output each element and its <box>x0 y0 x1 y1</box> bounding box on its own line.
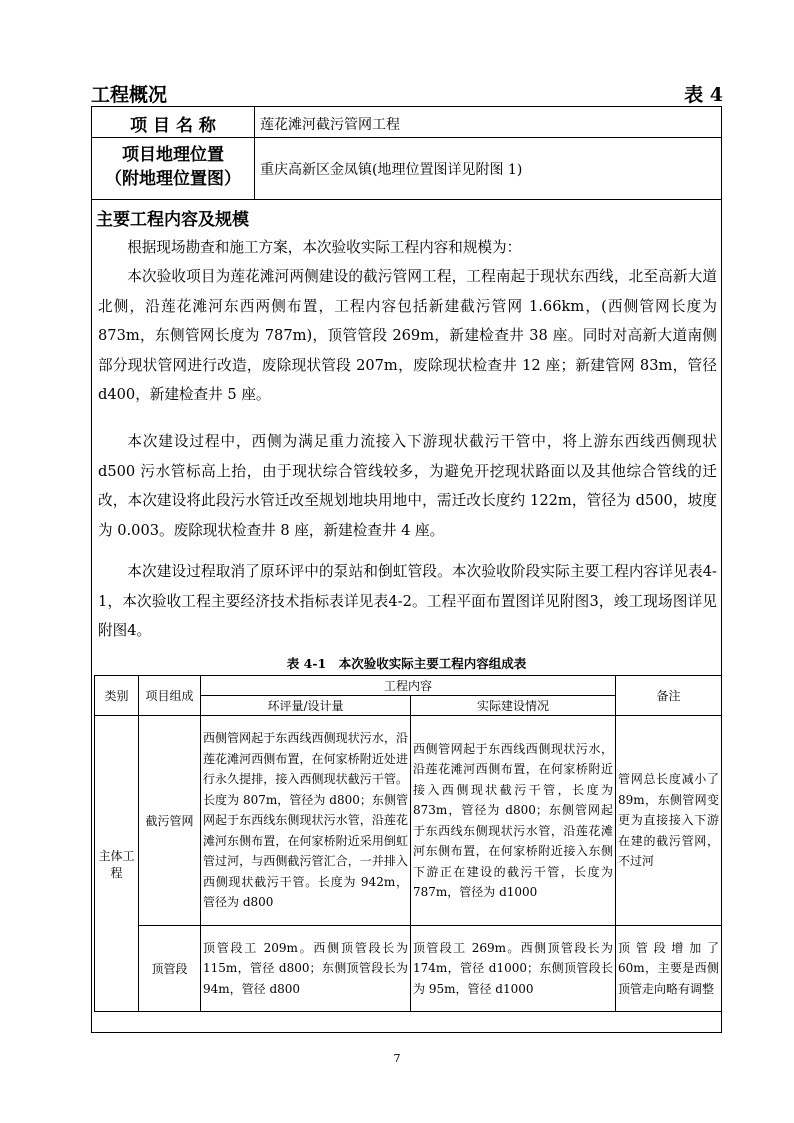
header-category: 类别 <box>95 676 139 716</box>
paragraph: 本次建设过程中，西侧为满足重力流接入下游现状截污干管中，将上游东西线西侧现状 d500 污水管标高上抬，由于现状综合管线较多，为避免开挖现状路面以及其他综合管线的迁改，本次建设将此段污水管迁改至规划地块用地中，需迁改长度约 122m，管径为 d500，坡度为 0.003。废除现状检查井 8 座，新建检查井 4 座。 <box>98 433 717 539</box>
location-label-line: （附地理位置图） <box>105 169 241 189</box>
table-caption: 表 4-1 本次验收实际主要工程内容组成表 <box>286 656 527 671</box>
header-remark: 备注 <box>616 676 722 716</box>
actual-cell: 顶管段工 269m。西侧顶管段长为 174m，管径 d1000；东侧顶管段长为 95m，管径 d1000 <box>411 926 616 1012</box>
row-divider <box>92 137 721 138</box>
header-title: 工程概况 <box>91 84 168 106</box>
page-number: 7 <box>393 1052 401 1065</box>
project-location-label <box>92 143 254 191</box>
overview-table <box>91 106 722 1033</box>
header-actual: 实际建设情况 <box>411 696 616 716</box>
component-cell: 顶管段 <box>139 926 201 1012</box>
header-eia: 环评量/设计量 <box>201 696 411 716</box>
remark-cell: 顶管段增加了 60m，主要是西侧顶管走向略有调整 <box>616 926 722 1012</box>
header-table-label: 表 4 <box>684 84 723 106</box>
section-title: 主要工程内容及规模 <box>96 210 249 230</box>
header-component: 项目组成 <box>139 676 201 716</box>
composition-table <box>94 675 722 1012</box>
category-cell: 主体工程 <box>95 716 139 1012</box>
paragraph: 本次建设过程取消了原环评中的泵站和倒虹管段。本次验收阶段实际主要工程内容详见表4-1，本次验收工程主要经济技术指标表详见表4-2。工程平面布置图详见附图3，竣工现场图详见附图4。 <box>98 563 717 639</box>
component-cell: 截污管网 <box>139 716 201 926</box>
project-name-value: 莲花滩河截污管网工程 <box>260 117 400 133</box>
actual-cell: 西侧管网起于东西线西侧现状污水，沿莲花滩河西侧布置，在何家桥附近接入西侧现状截污干管，长度为 873m，管径为 d800；东侧管网起于东西线东侧现状污水管，沿莲花滩河东侧布置，在何家桥附近接入东侧下游正在建设的截污干管，长度为 787m，管径为 d1000 <box>411 716 616 926</box>
location-label-line: 项目地理位置 <box>122 145 224 165</box>
remark-cell: 管网总长度减小了 89m，东侧管网变更为直接接入下游在建的截污管网，不过河 <box>616 716 722 926</box>
page-header <box>91 80 723 104</box>
project-name-label: 项 目 名 称 <box>130 116 216 136</box>
row-divider <box>92 199 721 200</box>
column-divider <box>254 107 255 199</box>
paragraph: 本次验收项目为莲花滩河两侧建设的截污管网工程，工程南起于现状东西线，北至高新大道北侧，沿莲花滩河东西两侧布置，工程内容包括新建截污管网 1.66km，(西侧管网长度为 873m，东侧管网长度为 787m)，顶管管段 269m，新建检查井 38 座。同时对高新大道南侧部分现状管网进行改造，废除现状管段 207m，废除现状检查井 12 座；新建管网 83m，管径 d400，新建检查井 5 座。 <box>98 268 717 403</box>
project-location-value: 重庆高新区金凤镇(地理位置图详见附图 1) <box>260 162 523 178</box>
header-content: 工程内容 <box>201 676 616 696</box>
eia-cell: 顶管段工 209m。西侧顶管段长为 115m，管径 d800；东侧顶管段长为 94m，管径 d800 <box>201 926 411 1012</box>
eia-cell: 西侧管网起于东西线西侧现状污水，沿莲花滩河西侧布置，在何家桥附近处进行永久提排，接入西侧现状截污干管。长度为 807m，管径为 d800；东侧管网起于东西线东侧现状污水管，沿莲花滩河东侧布置，在何家桥附近采用倒虹管过河，与西侧截污管汇合，一并排入西侧现状截污干管。长度为 942m，管径为 d800 <box>201 716 411 926</box>
paragraph: 根据现场勘查和施工方案，本次验收实际工程内容和规模为： <box>127 239 522 256</box>
